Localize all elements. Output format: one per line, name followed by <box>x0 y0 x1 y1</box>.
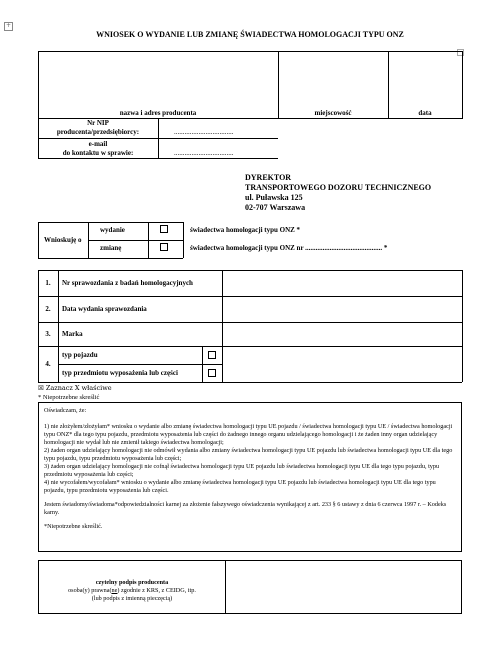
item-2-value-field[interactable] <box>223 297 461 321</box>
change-description: świadectwa homologacji typu ONZ nr ............................................ * <box>190 244 388 252</box>
declaration-point-2: 2) żaden organ udzielający homologacji nie odmówił wydania albo zmiany świadectwa homologacji typu UE pojazdu lub świadectwa homologacji typu UE dla tego typu pojazdu, typu przedmiotu wyposażenia lub części; <box>44 447 453 462</box>
strike-note: * Niepotrzebne skreślić <box>38 394 100 401</box>
liability-statement: Jestem świadomy/świadoma*odpowiedzialności karnej za złożenie fałszywego oświadczenia wynikającej z art. 233 § 6 ustawy z dnia 6 czerwca 1997 r. – Kodeks karny. <box>44 501 447 516</box>
item-3-number: 3. <box>45 330 51 338</box>
signature-stamp-note: (lub podpis z imienną pieczęcią) <box>91 595 173 602</box>
item-3-value-field[interactable] <box>223 323 461 345</box>
item-2-number: 2. <box>45 305 51 313</box>
declaration-intro: Oświadczam, że: <box>44 407 87 414</box>
email-label: e-mail do kontaktu w sprawie: <box>62 140 134 157</box>
vehicle-type-checkbox[interactable] <box>208 351 216 359</box>
signature-caption <box>40 579 224 603</box>
recipient-address: DYREKTOR TRANSPORTOWEGO DOZORU TECHNICZNEGO ul. Puławska 125 02-707 Warszawa <box>245 173 432 212</box>
city-label: miejscowość <box>314 109 352 117</box>
date-label: data <box>418 109 432 117</box>
item-2-label: Data wydania sprawozdania <box>62 305 147 313</box>
page-title: WNIOSEK O WYDANIE LUB ZMIANĘ ŚWIADECTWA HOMOLOGACJI TYPU ONZ <box>96 30 404 39</box>
signature-field[interactable] <box>226 561 461 613</box>
item-4b-label: typ przedmiotu wyposażenia lub części <box>62 369 178 377</box>
declaration-point-4: 4) nie wycofałem/wycofałam* wniosku o wydanie albo zmianę świadectwa homologacji typu UE pojazdu lub świadectwa homologacji typu UE dla tego typu pojazdu, typu przedmiotu wyposażenia lub części. <box>44 479 436 494</box>
check-note: ☒ Zaznacz X właściwe <box>38 384 112 392</box>
email-field[interactable]: .................................. <box>174 149 234 157</box>
signature-person: osoba(y) prawna(ne) zgodnie z KRS, z CEIDG, itp. <box>68 587 196 594</box>
option-change-label: zmianę <box>100 244 122 252</box>
issue-description: świadectwa homologacji typu ONZ * <box>190 226 301 234</box>
item-4-number: 4. <box>45 360 51 368</box>
issue-checkbox[interactable] <box>160 225 168 233</box>
item-1-label: Nr sprawozdania z badań homologacyjnych <box>62 279 193 287</box>
nip-field[interactable]: .................................. <box>174 128 234 136</box>
request-label: Wnioskuję o <box>44 236 82 244</box>
item-4-value-field[interactable] <box>223 347 461 381</box>
declaration-footnote: *Niepotrzebne skreślić. <box>44 523 103 530</box>
nip-label: Nr NIP producenta/przedsiębiorcy: <box>56 119 140 136</box>
move-handle-icon[interactable]: + <box>5 22 12 29</box>
producer-name-address-label: nazwa i adres producenta <box>119 109 197 117</box>
item-1-value-field[interactable] <box>223 271 461 295</box>
declaration-point-1: 1) nie złożyłem/złożyłam* wniosku o wydanie albo zmianę świadectwa homologacji typu UE pojazdu / świadectwa homologacji typu UE / świadectwa homologacji typu ONZ* dla tego typu pojazdu, przedmiotu wyposażenia lub części do żadnego innego organu udzielającego homologacji i że żaden inny organ udzielający homologacji nie wydał lub nie zmienił takiego świadectwa homologacji; <box>44 423 453 446</box>
item-3-label: Marka <box>62 330 83 338</box>
item-1-number: 1. <box>45 279 51 287</box>
declaration-text <box>44 407 456 531</box>
item-4a-label: typ pojazdu <box>62 351 98 359</box>
declaration-point-3: 3) żaden organ udzielający homologacji nie cofnął świadectwa homologacji typu UE pojazdu lub świadectwa homologacji typu UE dla tego typu pojazdu, typu przedmiotu wyposażenia lub części; <box>44 463 440 478</box>
equipment-type-checkbox[interactable] <box>208 369 216 377</box>
signature-title: czytelny podpis producenta <box>95 579 169 586</box>
change-checkbox[interactable] <box>160 243 168 251</box>
option-issue-label: wydanie <box>100 226 125 234</box>
